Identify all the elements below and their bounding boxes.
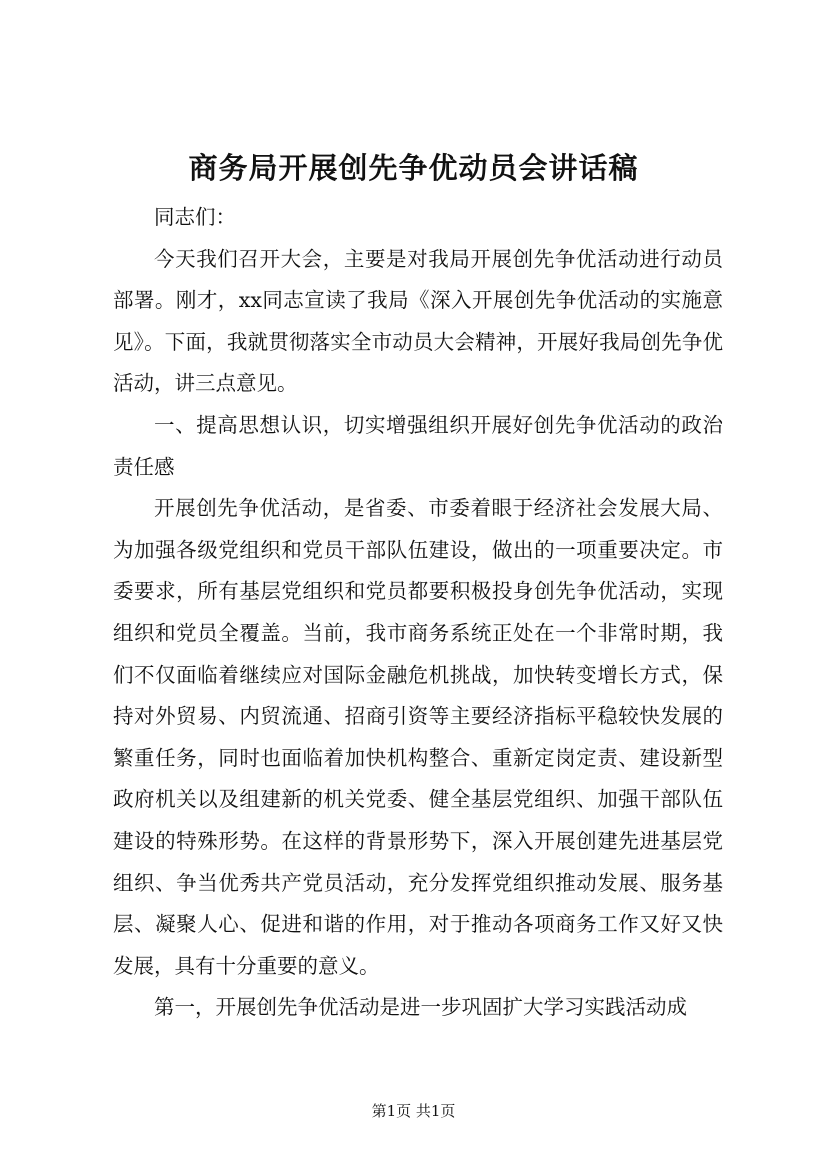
page-number-footer: 第1页 共1页 — [371, 1102, 456, 1120]
section-heading-one: 一、提高思想认识，切实增强组织开展好创先争优活动的政治责任感 — [113, 412, 723, 479]
document-title: 商务局开展创先争优动员会讲话稿 — [188, 151, 639, 185]
paragraph-first-point: 第一，开展创先争优活动是进一步巩固扩大学习实践活动成 — [154, 995, 687, 1020]
paragraph-intro: 今天我们召开大会，主要是对我局开展创先争优活动进行动员部署。刚才，xx同志宣读了我局《深入开展创先争优活动的实施意见》。下面，我就贯彻落实全市动员大会精神，开展好我局创先争优活动，讲三点意见。 — [113, 246, 723, 396]
paragraph-context: 开展创先争优活动，是省委、市委着眼于经济社会发展大局、为加强各级党组织和党员干部队伍建设，做出的一项重要决定。市委要求，所有基层党组织和党员都要积极投身创先争优活动，实现组织和党员全覆盖。当前，我市商务系统正处在一个非常时期，我们不仅面临着继续应对国际金融危机挑战，加快转变增长方式，保持对外贸易、内贸流通、招商引资等主要经济指标平稳较快发展的繁重任务，同时也面临着加快机构整合、重新定岗定责、建设新型政府机关以及组建新的机关党委、健全基层党组织、加强干部队伍建设的特殊形势。在这样的背景形势下，深入开展创建先进基层党组织、争当优秀共产党员活动，充分发挥党组织推动发展、服务基层、凝聚人心、促进和谐的作用，对于推动各项商务工作又好又快发展，具有十分重要的意义。 — [113, 496, 723, 978]
document-body — [113, 197, 723, 1029]
salutation: 同志们： — [154, 205, 236, 229]
